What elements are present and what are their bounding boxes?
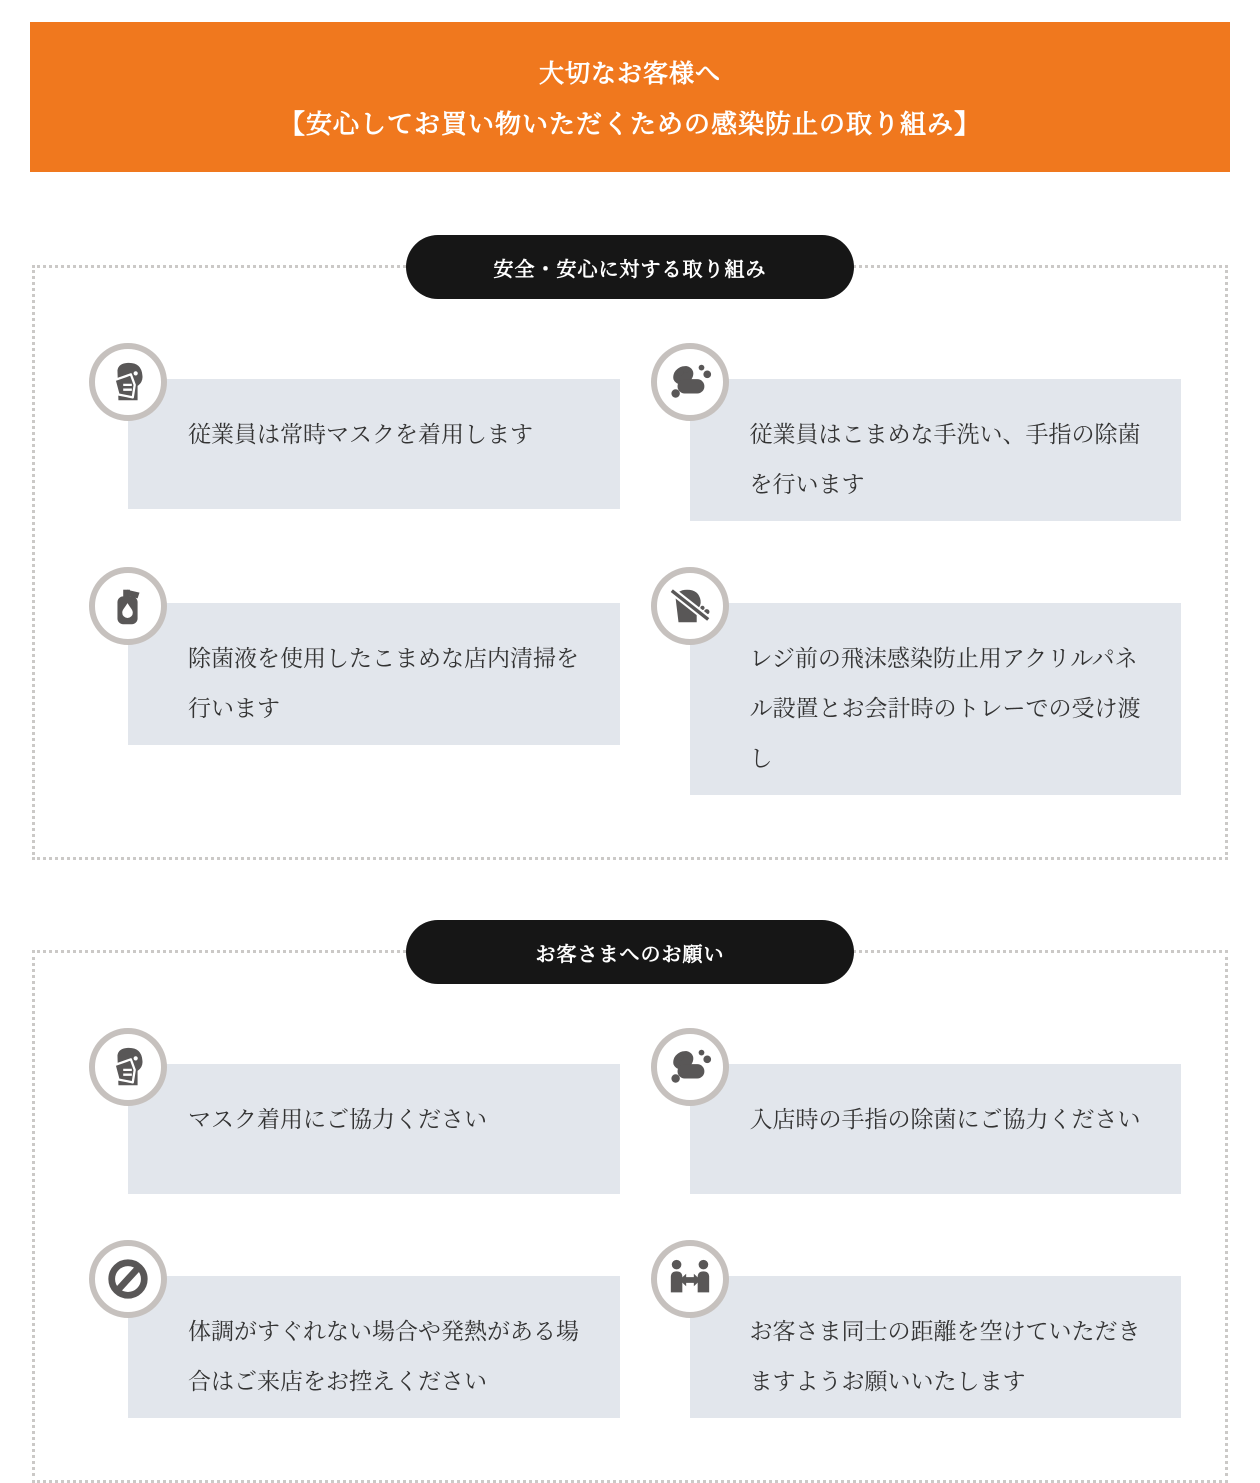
section-title: お客さまへのお願い xyxy=(535,943,725,966)
banner-title: 大切なお客様へ xyxy=(538,59,721,88)
icon-badge xyxy=(651,343,729,421)
social-distance-icon xyxy=(667,1256,713,1302)
list-item xyxy=(651,567,1182,795)
section-title-pill xyxy=(406,235,854,299)
item-text: マスク着用にご協力ください xyxy=(128,1064,620,1194)
list-item xyxy=(89,567,620,795)
sanitizer-bottle-icon xyxy=(105,583,151,629)
icon-badge xyxy=(89,1240,167,1318)
icon-badge xyxy=(89,1028,167,1106)
section-title-pill xyxy=(406,920,854,984)
list-item xyxy=(89,1240,620,1418)
section-customer-requests xyxy=(32,943,1228,1483)
list-item xyxy=(651,1028,1182,1194)
items-row xyxy=(89,1028,1181,1194)
item-text: 入店時の手指の除菌にご協力ください xyxy=(690,1064,1182,1194)
items-row xyxy=(89,343,1181,521)
mask-face-icon xyxy=(105,1044,151,1090)
list-item xyxy=(651,343,1182,521)
section-safety-measures xyxy=(32,258,1228,860)
prohibition-icon xyxy=(105,1256,151,1302)
banner-subtitle: 【安心してお買い物いただくための感染防止の取り組み】 xyxy=(278,108,981,139)
item-text: レジ前の飛沫感染防止用アクリルパネル設置とお会計時のトレーでの受け渡し xyxy=(690,603,1182,795)
icon-badge xyxy=(651,1240,729,1318)
item-text: 従業員は常時マスクを着用します xyxy=(128,379,620,509)
hand-wash-icon xyxy=(667,359,713,405)
icon-badge xyxy=(89,343,167,421)
icon-badge xyxy=(651,1028,729,1106)
item-text: 体調がすぐれない場合や発熱がある場合はご来店をお控えください xyxy=(128,1276,620,1418)
list-item xyxy=(89,343,620,521)
icon-badge xyxy=(651,567,729,645)
mask-face-icon xyxy=(105,359,151,405)
header-banner xyxy=(30,22,1230,172)
items-row xyxy=(89,567,1181,795)
list-item xyxy=(89,1028,620,1194)
item-text: 従業員はこまめな手洗い、手指の除菌を行います xyxy=(690,379,1182,521)
droplet-prevention-icon xyxy=(667,583,713,629)
list-item xyxy=(651,1240,1182,1418)
hand-wash-icon xyxy=(667,1044,713,1090)
item-text: 除菌液を使用したこまめな店内清掃を行います xyxy=(128,603,620,745)
icon-badge xyxy=(89,567,167,645)
item-text: お客さま同士の距離を空けていただきますようお願いいたします xyxy=(690,1276,1182,1418)
items-row xyxy=(89,1240,1181,1418)
section-title: 安全・安心に対する取り組み xyxy=(493,258,767,281)
